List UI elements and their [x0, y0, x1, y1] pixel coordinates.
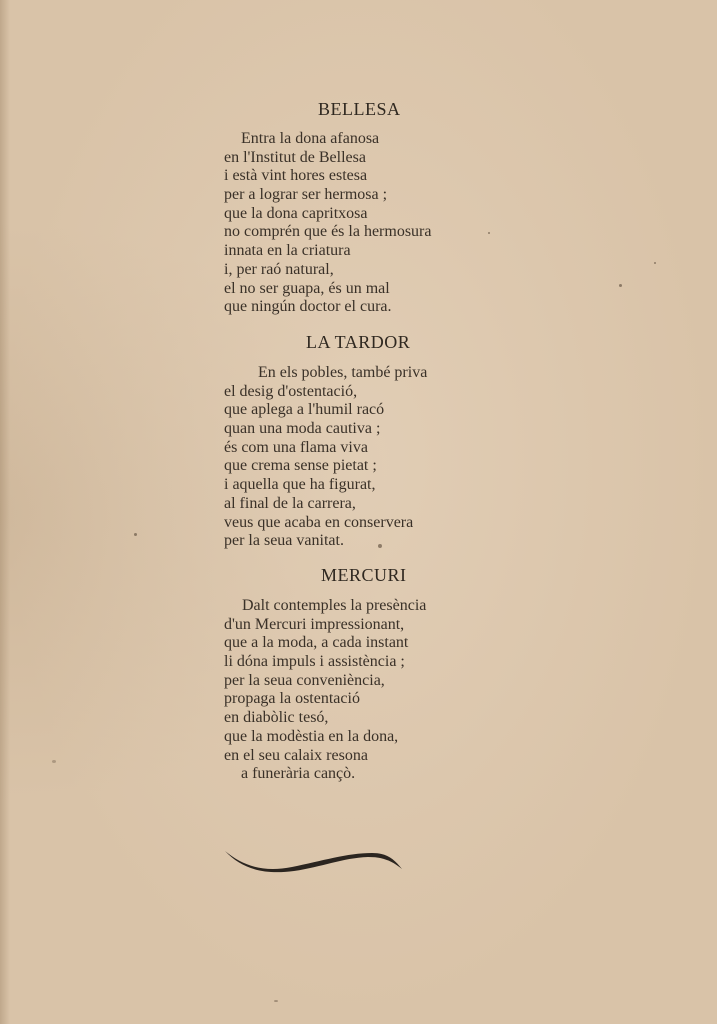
verse-line: propaga la ostentació: [224, 690, 360, 708]
verse-line: que la modèstia en la dona,: [224, 727, 399, 745]
verse-line: Dalt contemples la presència: [242, 597, 427, 614]
verse-line: per la seua vanitat.: [224, 532, 344, 550]
poem-title: LA TARDOR: [306, 332, 411, 352]
verse-line: d'un Mercuri impressionant,: [224, 615, 405, 633]
verse-line: el desig d'ostentació,: [224, 382, 358, 400]
verse-line: per a lograr ser hermosa ;: [224, 186, 388, 204]
verse-line: al final de la carrera,: [224, 494, 356, 512]
paper-speck: [134, 533, 137, 536]
verse-line: en el seu calaix resona: [224, 746, 368, 764]
verse-line: que la dona capritxosa: [224, 204, 368, 222]
verse-line: quan una moda cautiva ;: [224, 420, 381, 438]
verse-line: que aplega a l'humil racó: [224, 401, 385, 419]
decorative-swash-ornament: [222, 843, 407, 877]
verse-line: que a la moda, a cada instant: [224, 634, 409, 652]
verse-line: no comprén que és la hermosura: [224, 223, 432, 241]
paper-speck: [274, 1000, 278, 1002]
paper-speck: [488, 232, 490, 234]
poem-verse: [224, 597, 426, 784]
poem-verse: [224, 130, 431, 317]
verse-line: i està vint hores estesa: [224, 167, 368, 185]
verse-line: per la seua conveniència,: [224, 671, 385, 689]
verse-line: a funerària cançò.: [241, 765, 356, 783]
verse-line: i, per raó natural,: [224, 260, 334, 278]
verse-line: en diabòlic tesó,: [224, 709, 329, 727]
verse-line: innata en la criatura: [224, 242, 351, 260]
verse-line: veus que acaba en conservera: [224, 513, 414, 531]
verse-line: en l'Institut de Bellesa: [224, 148, 366, 166]
page-fold-shadow: [0, 0, 10, 1024]
paper-speck: [654, 262, 656, 264]
verse-line: i aquella que ha figurat,: [224, 476, 376, 494]
paper-speck: [378, 544, 382, 548]
verse-line: que ningún doctor el cura.: [224, 298, 392, 316]
verse-line: li dóna impuls i assistència ;: [224, 653, 405, 671]
paper-speck: [619, 284, 622, 287]
verse-line: que crema sense pietat ;: [224, 457, 377, 475]
poem-title: MERCURI: [321, 565, 407, 585]
paper-speck: [52, 760, 56, 763]
poem-verse: [224, 364, 427, 551]
poem-title: BELLESA: [318, 99, 401, 119]
verse-line: En els pobles, també priva: [258, 364, 428, 381]
verse-line: Entra la dona afanosa: [241, 130, 380, 147]
verse-line: el no ser guapa, és un mal: [224, 279, 390, 297]
verse-line: és com una flama viva: [224, 438, 368, 456]
